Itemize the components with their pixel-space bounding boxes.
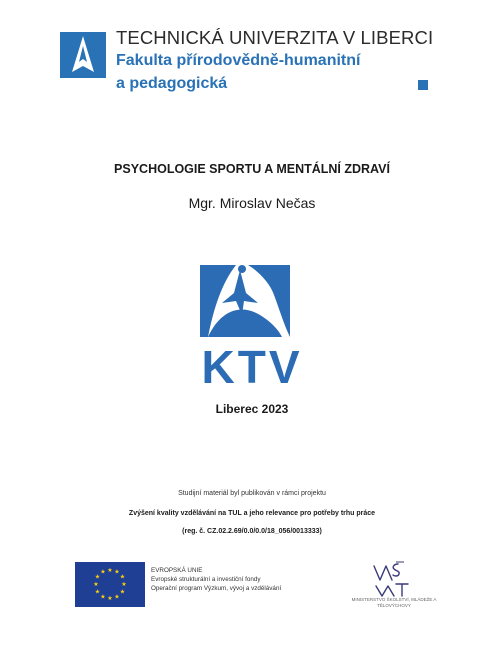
svg-text:★: ★: [119, 588, 126, 596]
project-name: Zvýšení kvality vzdělávání na TUL a jeho relevance pro potřeby trhu práce: [128, 510, 376, 517]
faculty-name-line2: a pedagogická: [116, 75, 228, 92]
eu-flag-icon: [75, 562, 145, 607]
svg-text:★: ★: [94, 573, 101, 581]
project-intro: Studijní materiál byl publikován v rámci projektu: [178, 490, 326, 497]
svg-text:★: ★: [93, 581, 99, 588]
tul-logo-icon: [60, 32, 106, 78]
svg-text:★: ★: [114, 593, 120, 601]
svg-text:★: ★: [100, 593, 106, 601]
project-registration: (reg. č. CZ.02.2.69/0.0/0.0/18_056/0013333): [182, 528, 322, 535]
svg-text:★: ★: [121, 581, 127, 588]
svg-text:★: ★: [107, 595, 113, 602]
svg-text:★: ★: [94, 588, 101, 596]
document-title: PSYCHOLOGIE SPORTU A MENTÁLNÍ ZDRAVÍ: [114, 162, 390, 176]
document-author: Mgr. Miroslav Nečas: [188, 195, 316, 211]
svg-text:★: ★: [107, 567, 113, 574]
eu-funding-text: [151, 566, 281, 593]
place-and-year: Liberec 2023: [215, 402, 289, 416]
faculty-accent-square: [418, 80, 428, 90]
eu-line1: EVROPSKÁ UNIE: [151, 567, 203, 574]
university-name: TECHNICKÁ UNIVERZITA V LIBERCI: [116, 27, 434, 48]
msmt-logo-icon: [366, 558, 416, 598]
msmt-caption: MINISTERSTVO ŠKOLSTVÍ, MLÁDEŽE A TĚLOVÝCHOVY: [351, 597, 437, 608]
eu-line3: Operační program Výzkum, vývoj a vzdělávání: [151, 585, 282, 592]
ktv-logo-text: KTV: [201, 341, 303, 393]
svg-text:★: ★: [119, 573, 126, 581]
eu-line2: Evropské strukturální a investiční fondy: [151, 576, 261, 583]
faculty-name-line1: Fakulta přírodovědně-humanitní: [116, 52, 361, 69]
svg-text:★: ★: [100, 568, 106, 576]
svg-text:★: ★: [114, 568, 120, 576]
ktv-logo-icon: [200, 265, 290, 337]
